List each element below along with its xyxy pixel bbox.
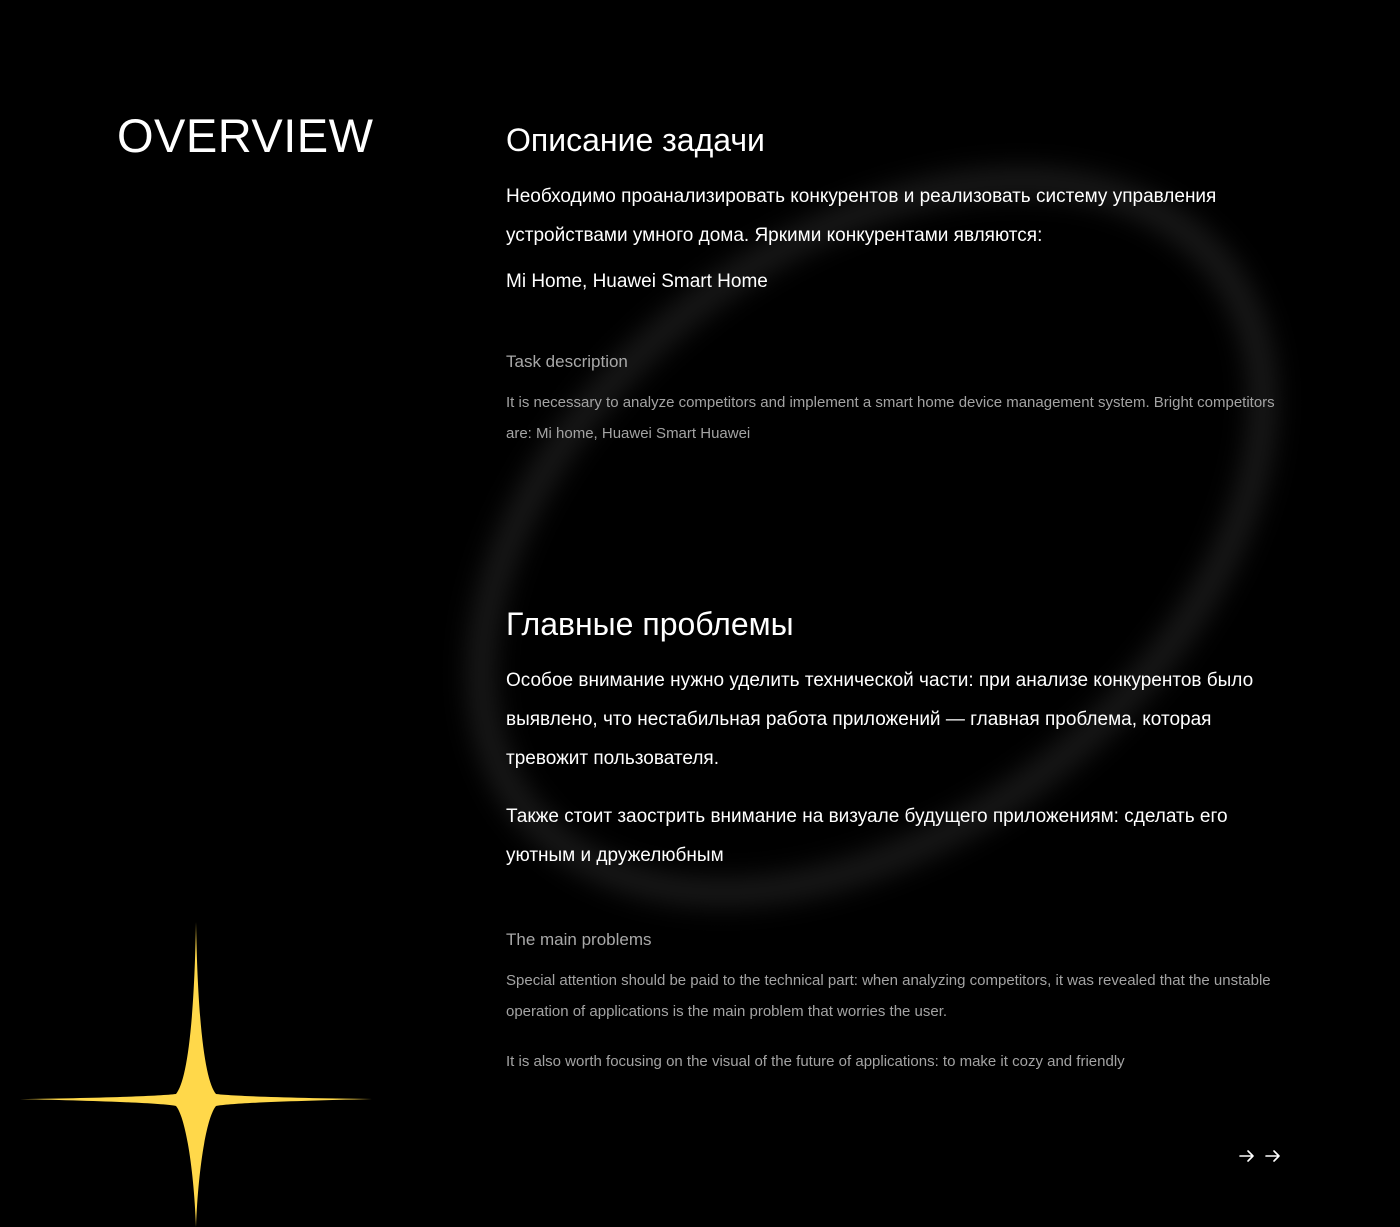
problems-en-text-technical: Special attention should be paid to the technical part: when analyzing competitors, it was revealed that the unstable operation of applications is the main problem that worries the user. xyxy=(506,972,1271,1020)
task-en-text: It is necessary to analyze competitors and implement a smart home device management system. Bright competitors are: Mi home, Huawei Smart Huawei xyxy=(506,394,1275,442)
task-description-text: Необходимо проанализировать конкурентов и реализовать систему управления устройствами умного дома. Яркими конкурентами являются: xyxy=(506,186,1217,246)
problems-heading: Главные проблемы xyxy=(506,606,794,642)
four-point-star-icon xyxy=(20,922,372,1227)
task-en-heading: Task description xyxy=(506,352,628,371)
task-heading: Описание задачи xyxy=(506,122,765,158)
problems-en-text-visual: It is also worth focusing on the visual of the future of applications: to make it cozy and friendly xyxy=(506,1053,1125,1070)
problems-en-heading: The main problems xyxy=(506,930,652,949)
task-competitors-text: Mi Home, Huawei Smart Home xyxy=(506,271,768,292)
problems-text-technical: Особое внимание нужно уделить технической части: при анализе конкурентов было выявлено, что нестабильная работа приложений — главная проблема, которая тревожит пользователя. xyxy=(506,670,1254,769)
arrow-right-icon[interactable] xyxy=(1264,1147,1282,1165)
page-title: OVERVIEW xyxy=(117,109,374,162)
problems-text-visual: Также стоит заострить внимание на визуале будущего приложениям: сделать его уютным и дружелюбным xyxy=(506,806,1228,866)
glow-ring-decoration xyxy=(330,21,1400,1054)
arrow-right-icon[interactable] xyxy=(1238,1147,1256,1165)
pagination-arrows xyxy=(1238,1147,1282,1165)
